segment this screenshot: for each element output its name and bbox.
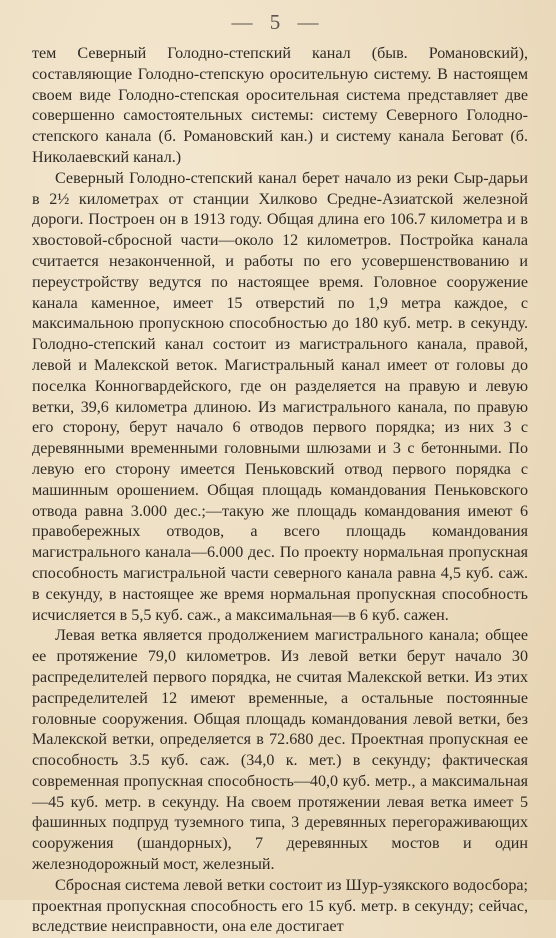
paragraph-4: Сбросная система левой ветки состоит из Шур-узякского водосбора; проектная пропускная способность его 15 куб. метр. в секунду; сейчас, вследствие неисправности, она еле достигает <box>32 876 528 936</box>
paragraph-2: Северный Голодно-степский канал берет начало из реки Сыр-дарьи в 2½ километрах от станции Хилково Средне-Азиатской железной дороги. Построен он в 1913 году. Общая длина его 106.7 километра и в хвостовой-сбросной части—около 12 километров. Постройка канала считается незаконченной, и работы по его усовершенствованию и переустройству ведутся по настоящее время. Головное сооружение канала каменное, имеет 15 отверстий по 1,9 метра каждое, с максимальною пропускною способностью до 180 куб. метр. в секунду. Голодно-степский канал состоит из магистрального канала, правой, левой и Малекской веток. Магистральный канал имеет от головы до поселка Конногвардейского, где он разделяется на правую и левую ветки, 39,6 километра длиною. Из магистрального канала, по правую его сторону, берут начало 6 отводов первого порядка; из них 3 с деревянными временными головными шлюзами и 3 с бетонными. По левую его сторону имеется Пеньковский отвод первого порядка с машинным орошением. Общая площадь командования Пеньковского отвода равна 3.000 дес.;—такую же площадь командования имеют 6 правобережных отводов, а всего площадь командования магистрального канала—6.000 дес. По проекту нормальная пропускная способность магистральной части северного канала равна 4,5 куб. саж. в секунду, в настоящее же время нормальная пропускная способность исчисляется в 5,5 куб. саж., а максимальная—в 6 куб. сажен. <box>32 169 528 624</box>
paragraph-1: тем Северный Голодно-степский канал (быв. Романовский), составляющие Голодно-степскую оросительную систему. В настоящем своем виде Голодно-степская оросительная система представляет две совершенно самостоятельных системы: систему Северного Голодно-степского канала (б. Романовский кан.) и систему канала Беговат (б. Николаевский канал.) <box>32 45 528 166</box>
paragraph-3: Левая ветка является продолжением магистрального канала; общее ее протяжение 79,0 километров. Из левой ветки берут начало 30 распределителей первого порядка, не считая Малекской ветки. Из этих распределителей 12 имеют временные, а остальные постоянные головные сооружения. Общая площадь командования левой ветки, без Малекской ветки, определяется в 72.680 дес. Проектная пропускная ее способность 3.5 куб. саж. (34,0 к. мет.) в секунду; фактическая современная пропускная способность—40,0 куб. метр., а максимальная—45 куб. метр. в секунду. На своем протяжении левая ветка имеет 5 фашинных подпруд туземного типа, 3 деревянных перегораживающих сооружения (шандорных), 7 деревянных мостов и один железнодорожный мост, железный. <box>32 627 528 874</box>
body-text <box>32 44 528 938</box>
page-number: — 5 — <box>231 10 325 34</box>
